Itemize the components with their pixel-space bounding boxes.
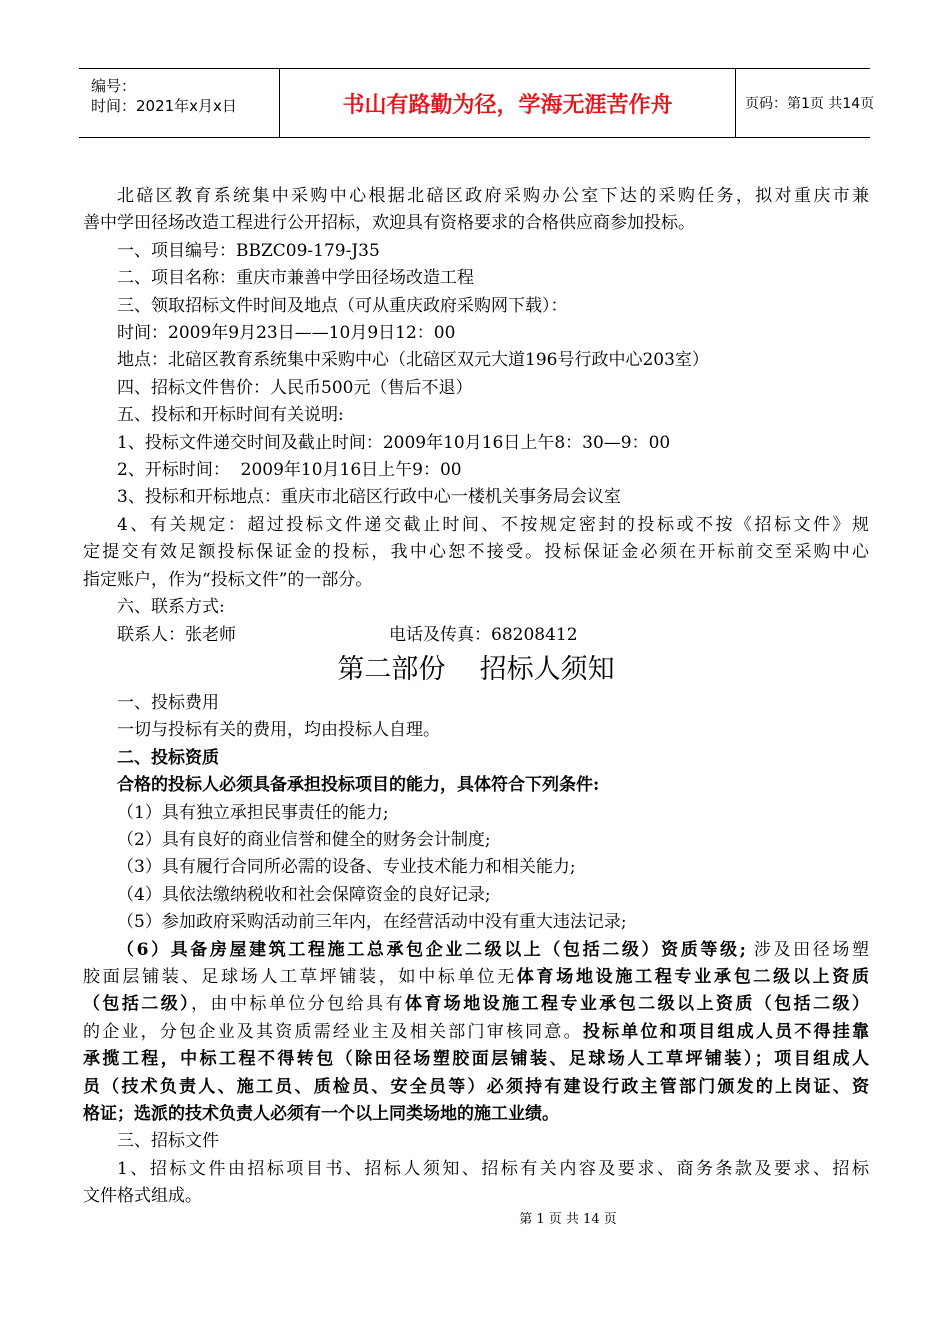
intro-line: 善中学田径场改造工程进行公开招标，欢迎具有资格要求的合格供应商参加投标。 [83,213,695,234]
time-label: 时间：2021年x月x日 [91,97,237,115]
qualification-heading: 二、投标资质 [117,747,219,768]
tender-docs-heading: 三、招标文件 [117,1131,219,1152]
condition-six-text: 的企业，分包企业及其资质需经业主及相关部门审核同意。 [83,1021,583,1042]
tender-docs-line: 文件格式组成。 [83,1186,202,1207]
condition-six-bold: 投标单位和项目组成人员不得挂靠 [582,1021,870,1042]
condition-six-line [83,991,869,1018]
header-motto: 书山有路勤为径，学海无涯苦作舟 [279,69,736,137]
condition-six-text: 涉及田径场塑 [745,939,870,960]
rules-line: 指定账户，作为“投标文件”的一部分。 [83,569,373,590]
header-meta [79,69,279,137]
condition-six-line [83,964,869,991]
qualification-intro: 合格的投标人必须具备承担投标项目的能力，具体符合下列条件: [117,775,600,796]
condition-six-line: 员（技术负责人、施工员、质检员、安全员等）必须持有建设行政主管部门颁发的上岗证、资 [83,1076,869,1097]
condition-item: （2）具有良好的商业信誉和健全的财务会计制度; [117,829,491,850]
condition-six-bold: 体育场地设施工程专业承包二级以上资质（包括二级） [404,994,869,1015]
condition-six-text: 胶面层铺装、足球场人工草坪铺装，如中标单位无 [83,966,517,987]
condition-six-text: ，由中标单位分包给具有 [191,994,405,1015]
condition-item: （1）具有独立承担民事责任的能力; [117,802,389,823]
project-name: 二、项目名称：重庆市兼善中学田径场改造工程 [117,268,474,289]
condition-item: （5）参加政府采购活动前三年内，在经营活动中没有重大违法记录; [117,912,627,933]
condition-six-line: 格证；选派的技术负责人必须有一个以上同类场地的施工业绩。 [83,1104,559,1124]
project-number: 一、项目编号：BBZC09-179-J35 [117,240,380,261]
fee-text: 一切与投标有关的费用，均由投标人自理。 [117,720,440,741]
condition-six-line [83,937,869,964]
condition-item: （3）具有履行合同所必需的设备、专业技术能力和相关能力; [117,857,576,878]
condition-six-line: 承揽工程，中标工程不得转包（除田径场塑胶面层铺装、足球场人工草坪铺装）；项目组成人 [83,1049,869,1070]
condition-six-bold: 体育场地设施工程专业承包二级以上资质 [516,966,870,987]
rules-line: 定提交有效足额投标保证金的投标，我中心恕不接受。投标保证金必须在开标前交至采购中心 [83,542,869,563]
document-body [83,183,869,1211]
contact-person: 联系人：张老师 [117,624,236,645]
contact-phone: 电话及传真：68208412 [389,624,578,645]
page-footer: 第 1 页 共 14 页 [519,1212,617,1227]
collection-time: 时间：2009年9月23日——10月9日12：00 [117,323,456,344]
opening-place: 3、投标和开标地点：重庆市北碚区行政中心一楼机关事务局会议室 [117,487,621,508]
header-page-label: 页码：第1页 共14页 [745,96,875,112]
condition-six-line [83,1019,869,1046]
contact-line [83,622,869,649]
fee-heading: 一、投标费用 [117,692,219,713]
page-header [79,68,875,138]
condition-item: （4）具依法缴纳税收和社会保障资金的良好记录; [117,884,491,905]
submission-time: 1、投标文件递交时间及截止时间：2009年10月16日上午8：30—9：00 [117,432,671,453]
rules-line: 4、有关规定：超过投标文件递交截止时间、不按规定密封的投标或不按《招标文件》规 [117,514,869,535]
doc-collection-heading: 三、领取招标文件时间及地点（可从重庆政府采购网下载）： [117,295,568,316]
collection-place: 地点：北碚区教育系统集中采购中心（北碚区双元大道196号行政中心203室） [117,350,709,371]
contact-heading: 六、联系方式: [117,597,225,618]
condition-six-bold: （6）具备房屋建筑工程施工总承包企业二级以上（包括二级）资质等级; [117,939,746,960]
tender-docs-line: 1、招标文件由招标项目书、招标人须知、招标有关内容及要求、商务条款及要求、招标 [117,1158,869,1179]
number-label: 编号： [91,77,137,95]
section-title: 第二部份 招标人须知 [337,653,615,685]
condition-six-bold: （包括二级） [83,994,192,1015]
opening-time: 2、开标时间： 2009年10月16日上午9：00 [117,460,462,481]
doc-price: 四、招标文件售价：人民币500元（售后不退） [117,377,473,398]
bid-time-heading: 五、投标和开标时间有关说明: [117,405,344,426]
intro-line: 北碚区教育系统集中采购中心根据北碚区政府采购办公室下达的采购任务，拟对重庆市兼 [117,186,869,206]
